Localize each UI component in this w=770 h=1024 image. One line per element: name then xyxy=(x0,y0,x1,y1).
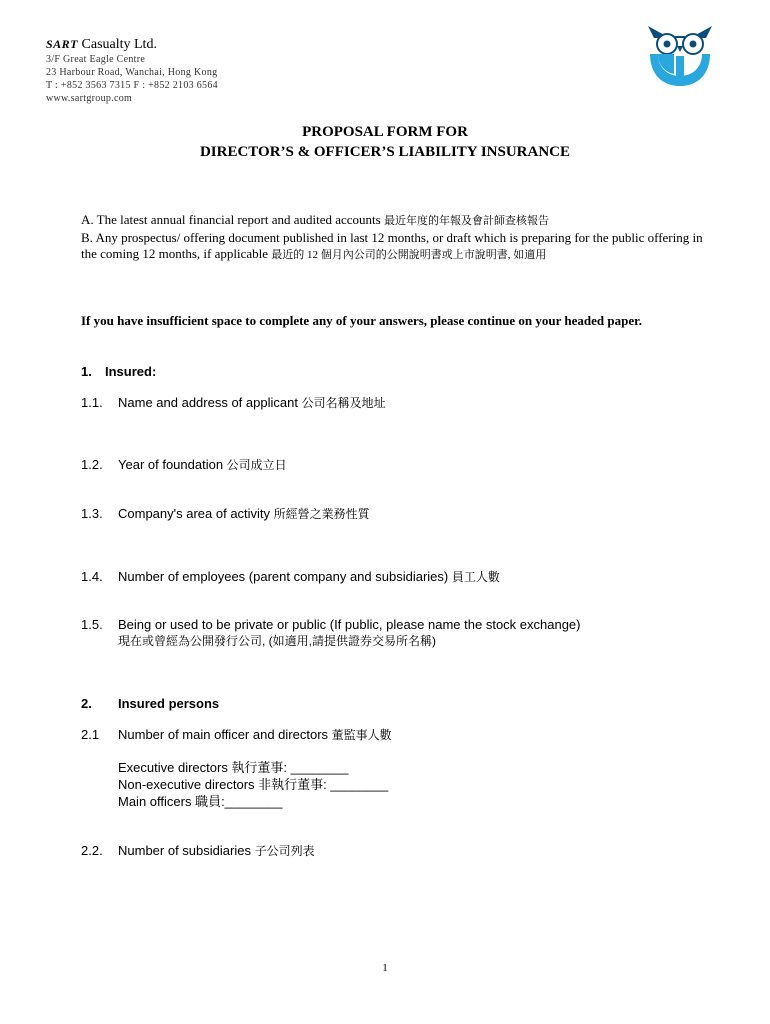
document-b-cjk: 最近的 12 個月內公司的公開說明書或上市說明書, 如適用 xyxy=(271,249,547,261)
document-a xyxy=(81,212,721,229)
company-name-line xyxy=(46,36,218,53)
document-b-text: B. Any prospectus/ offering document published in last 12 months, or draft which is preparing for the public offering in the coming 12 months, if applicable xyxy=(81,230,703,261)
document-a-text: A. The latest annual financial report and audited accounts xyxy=(81,212,384,227)
question-1-3: 1.3. Company's area of activity 所經營之業務性質 xyxy=(81,506,370,521)
question-1-4: 1.4. Number of employees (parent company and subsidiaries) 員工人數 xyxy=(81,569,500,584)
question-1-2: 1.2. Year of foundation 公司成立日 xyxy=(81,457,287,472)
form-title-line-1: PROPOSAL FORM FOR xyxy=(302,124,468,140)
question-2-1: 2.1 Number of main officer and directors 董監事人數 xyxy=(81,727,392,742)
page-number: 1 xyxy=(382,962,388,974)
executive-directors-line: Executive directors 執行董事: ________ xyxy=(118,760,349,775)
question-1-1: 1.1. Name and address of applicant 公司名稱及地址 xyxy=(81,395,386,410)
section-1-heading: 1. Insured: xyxy=(81,364,157,379)
owl-logo-icon xyxy=(644,22,716,88)
question-2-2: 2.2. Number of subsidiaries 子公司列表 xyxy=(81,843,315,858)
company-name: Casualty Ltd. xyxy=(81,37,157,52)
non-executive-directors-line: Non-executive directors 非執行董事: ________ xyxy=(118,777,389,792)
address-line-1: 3/F Great Eagle Centre xyxy=(46,54,146,65)
insufficient-space-note: If you have insufficient space to complete any of your answers, please continue on your headed paper. xyxy=(81,313,642,328)
document-a-cjk: 最近年度的年報及會計師查核報告 xyxy=(383,215,549,227)
company-logo-text: SART xyxy=(46,37,79,51)
document-b xyxy=(81,230,721,263)
form-title-line-2: DIRECTOR’S & OFFICER’S LIABILITY INSURANCE xyxy=(199,144,571,160)
address-line-2: 23 Harbour Road, Wanchai, Hong Kong xyxy=(46,67,218,78)
main-officers-line: Main officers 職員:________ xyxy=(118,794,283,809)
website: www.sartgroup.com xyxy=(46,93,133,104)
question-1-5-cjk: 現在或曾經為公開發行公司, (如適用,請提供證券交易所名稱) xyxy=(118,634,436,648)
question-1-5: 1.5. Being or used to be private or public (If public, please name the stock exchange) xyxy=(81,617,581,632)
section-2-heading: 2. Insured persons xyxy=(81,696,220,711)
company-header xyxy=(46,36,218,105)
phone-fax-line: T : +852 3563 7315 F : +852 2103 6564 xyxy=(46,80,218,91)
